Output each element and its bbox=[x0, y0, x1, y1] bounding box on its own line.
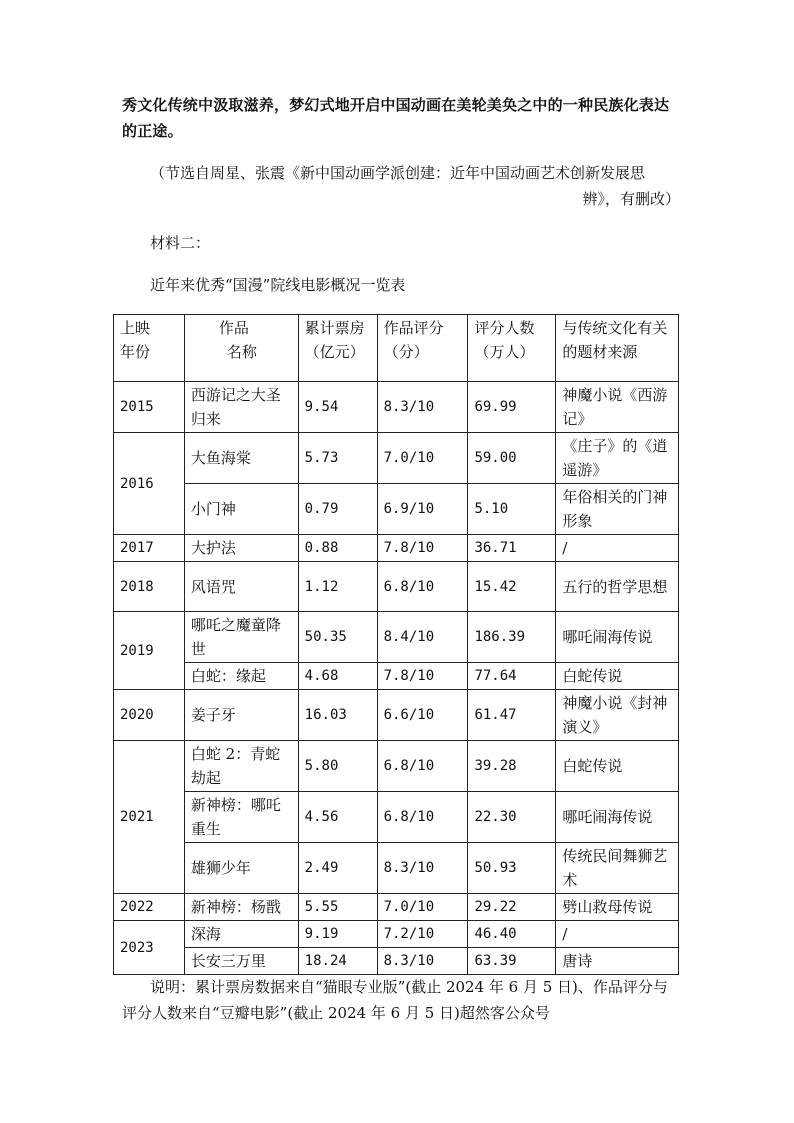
table-row bbox=[114, 562, 679, 612]
cell-source: 白蛇传说 bbox=[556, 663, 679, 690]
cell-box-office: 5.80 bbox=[298, 741, 377, 792]
cell-title: 风语咒 bbox=[184, 562, 298, 612]
cell-box-office: 2.49 bbox=[298, 843, 377, 894]
cell-title: 白蛇：缘起 bbox=[184, 663, 298, 690]
cell-year: 2023 bbox=[114, 921, 185, 975]
cell-score: 6.8/10 bbox=[377, 792, 468, 843]
cell-year: 2021 bbox=[114, 741, 185, 894]
table-row bbox=[114, 894, 679, 921]
source-citation-line-2: 辨》，有删改） bbox=[582, 190, 680, 208]
header-year: 上映 年份 bbox=[114, 315, 185, 382]
cell-source: 白蛇传说 bbox=[556, 741, 679, 792]
cell-source: 哪吒闹海传说 bbox=[556, 612, 679, 663]
cell-raters: 15.42 bbox=[468, 562, 556, 612]
intro-paragraph: 秀文化传统中汲取滋养，梦幻式地开启中国动画在美轮美奂之中的一种民族化表达的正途。 bbox=[122, 96, 670, 140]
material-label: 材料二： bbox=[150, 234, 211, 252]
cell-source: 神魔小说《封神演义》 bbox=[556, 690, 679, 741]
cell-score: 7.0/10 bbox=[377, 433, 468, 484]
cell-title: 雄狮少年 bbox=[184, 843, 298, 894]
cell-year: 2019 bbox=[114, 612, 185, 690]
cell-raters: 5.10 bbox=[468, 484, 556, 535]
cell-raters: 186.39 bbox=[468, 612, 556, 663]
cell-score: 7.0/10 bbox=[377, 894, 468, 921]
source-citation bbox=[150, 160, 680, 212]
cell-box-office: 5.73 bbox=[298, 433, 377, 484]
cell-title: 深海 bbox=[184, 921, 298, 948]
header-title: 作品 名称 bbox=[184, 315, 298, 382]
cell-title: 新神榜：哪吒重生 bbox=[184, 792, 298, 843]
header-raters: 评分人数 （万人） bbox=[468, 315, 556, 382]
cell-box-office: 4.68 bbox=[298, 663, 377, 690]
cell-source: 劈山救母传说 bbox=[556, 894, 679, 921]
cell-score: 8.3/10 bbox=[377, 382, 468, 433]
cell-year: 2022 bbox=[114, 894, 185, 921]
cell-title: 白蛇 2：青蛇劫起 bbox=[184, 741, 298, 792]
cell-source: 《庄子》的《逍遥游》 bbox=[556, 433, 679, 484]
cell-title: 新神榜：杨戬 bbox=[184, 894, 298, 921]
cell-source: 传统民间舞狮艺术 bbox=[556, 843, 679, 894]
cell-score: 7.8/10 bbox=[377, 535, 468, 562]
cell-raters: 29.22 bbox=[468, 894, 556, 921]
cell-score: 7.8/10 bbox=[377, 663, 468, 690]
cell-raters: 50.93 bbox=[468, 843, 556, 894]
cell-source: / bbox=[556, 535, 679, 562]
table-row bbox=[114, 663, 679, 690]
cell-title: 姜子牙 bbox=[184, 690, 298, 741]
cell-box-office: 9.54 bbox=[298, 382, 377, 433]
cell-score: 6.8/10 bbox=[377, 562, 468, 612]
cell-title: 哪吒之魔童降世 bbox=[184, 612, 298, 663]
cell-source: 哪吒闹海传说 bbox=[556, 792, 679, 843]
cell-raters: 77.64 bbox=[468, 663, 556, 690]
table-row bbox=[114, 433, 679, 484]
cell-box-office: 18.24 bbox=[298, 948, 377, 975]
cell-raters: 36.71 bbox=[468, 535, 556, 562]
cell-box-office: 9.19 bbox=[298, 921, 377, 948]
cell-score: 7.2/10 bbox=[377, 921, 468, 948]
table-row bbox=[114, 921, 679, 948]
table-row bbox=[114, 741, 679, 792]
table-row bbox=[114, 843, 679, 894]
cell-score: 6.9/10 bbox=[377, 484, 468, 535]
cell-source: 五行的哲学思想 bbox=[556, 562, 679, 612]
header-box-office: 累计票房 （亿元） bbox=[298, 315, 377, 382]
table-header-row bbox=[114, 315, 679, 382]
cell-score: 6.6/10 bbox=[377, 690, 468, 741]
cell-raters: 22.30 bbox=[468, 792, 556, 843]
cell-title: 大护法 bbox=[184, 535, 298, 562]
header-score: 作品评分 （分） bbox=[377, 315, 468, 382]
cell-score: 8.4/10 bbox=[377, 612, 468, 663]
cell-source: 唐诗 bbox=[556, 948, 679, 975]
cell-box-office: 16.03 bbox=[298, 690, 377, 741]
cell-title: 小门神 bbox=[184, 484, 298, 535]
table-row bbox=[114, 948, 679, 975]
table-row bbox=[114, 382, 679, 433]
cell-year: 2016 bbox=[114, 433, 185, 535]
cell-source: 神魔小说《西游记》 bbox=[556, 382, 679, 433]
cell-box-office: 5.55 bbox=[298, 894, 377, 921]
table-row bbox=[114, 484, 679, 535]
cell-title: 西游记之大圣归来 bbox=[184, 382, 298, 433]
cell-score: 6.8/10 bbox=[377, 741, 468, 792]
cell-source: 年俗相关的门神形象 bbox=[556, 484, 679, 535]
cell-raters: 39.28 bbox=[468, 741, 556, 792]
header-source: 与传统文化有关的题材来源 bbox=[556, 315, 679, 382]
cell-raters: 46.40 bbox=[468, 921, 556, 948]
cell-box-office: 0.88 bbox=[298, 535, 377, 562]
cell-score: 8.3/10 bbox=[377, 843, 468, 894]
cell-year: 2020 bbox=[114, 690, 185, 741]
cell-title: 大鱼海棠 bbox=[184, 433, 298, 484]
cell-year: 2015 bbox=[114, 382, 185, 433]
cell-title: 长安三万里 bbox=[184, 948, 298, 975]
table-row bbox=[114, 690, 679, 741]
cell-raters: 69.99 bbox=[468, 382, 556, 433]
table-caption: 近年来优秀“国漫”院线电影概况一览表 bbox=[150, 276, 406, 294]
table-note: 说明：累计票房数据来自“猫眼专业版”(截止 2024 年 6 月 5 日)、作品评分与评分人数来自“豆瓣电影”(截止 2024 年 6 月 5 日)超然客公众号 bbox=[122, 978, 668, 1022]
cell-raters: 61.47 bbox=[468, 690, 556, 741]
cell-source: / bbox=[556, 921, 679, 948]
cell-year: 2018 bbox=[114, 562, 185, 612]
cell-score: 8.3/10 bbox=[377, 948, 468, 975]
cell-box-office: 4.56 bbox=[298, 792, 377, 843]
cell-raters: 63.39 bbox=[468, 948, 556, 975]
source-citation-line-1: （节选自周星、张震《新中国动画学派创建：近年中国动画艺术创新发展思 bbox=[150, 164, 646, 182]
table-row bbox=[114, 792, 679, 843]
cell-box-office: 50.35 bbox=[298, 612, 377, 663]
anime-films-table bbox=[113, 314, 679, 975]
cell-box-office: 1.12 bbox=[298, 562, 377, 612]
table-row bbox=[114, 535, 679, 562]
cell-raters: 59.00 bbox=[468, 433, 556, 484]
table-row bbox=[114, 612, 679, 663]
cell-box-office: 0.79 bbox=[298, 484, 377, 535]
cell-year: 2017 bbox=[114, 535, 185, 562]
